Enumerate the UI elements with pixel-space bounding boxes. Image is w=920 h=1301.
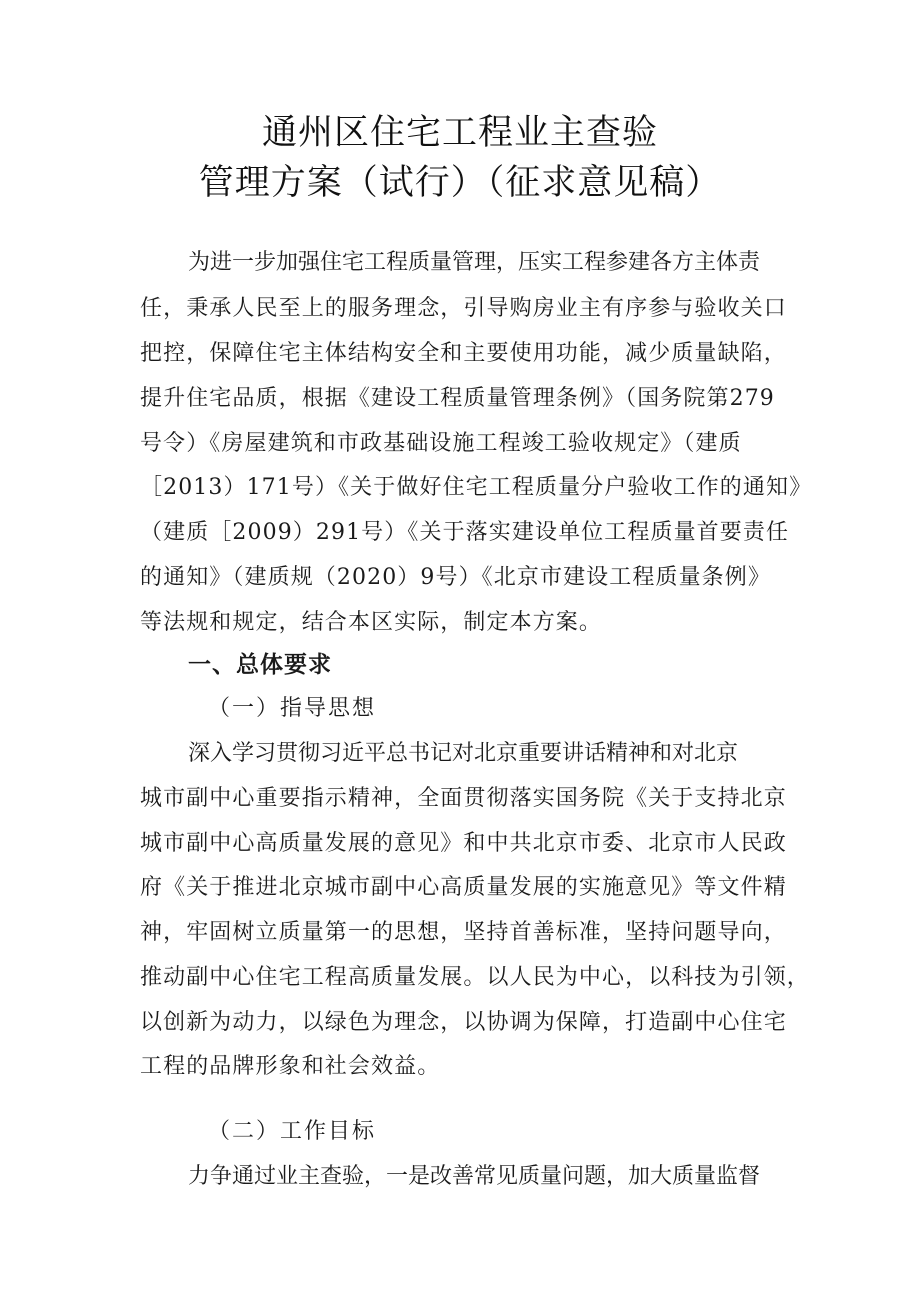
intro-line-3: 把控，保障住宅主体结构安全和主要使用功能，减少质量缺陷， [140, 341, 787, 366]
intro-line-4: 提升住宅品质，根据《建设工程质量管理条例》（国务院第279 [140, 386, 775, 411]
intro-line-7: （建质［2009）291号）《关于落实建设单位工程质量首要责任 [140, 520, 790, 545]
ideology-line-3: 城市副中心高质量发展的意见》和中共北京市委、北京市人民政 [140, 831, 787, 856]
intro-line-8: 的通知》（建质规（2020）9号）《北京市建设工程质量条例》 [140, 565, 771, 590]
ideology-line-8: 工程的品牌形象和社会效益。 [140, 1054, 441, 1079]
section-heading-overall-requirements: 一、总体要求 [188, 652, 332, 678]
goals-line-1: 力争通过业主查验，一是改善常见质量问题，加大质量监督 [188, 1164, 761, 1189]
intro-line-5: 号令）《房屋建筑和市政基础设施工程竣工验收规定》（建质 [140, 431, 742, 456]
ideology-line-5: 神，牢固树立质量第一的思想，坚持首善标准，坚持问题导向， [140, 920, 787, 945]
subsection-heading-guiding-ideology: （一）指导思想 [208, 696, 377, 721]
intro-line-2: 任，秉承人民至上的服务理念，引导购房业主有序参与验收关口 [140, 296, 787, 321]
intro-line-1: 为进一步加强住宅工程质量管理，压实工程参建各方主体责 [188, 250, 761, 275]
document-title-line-2: 管理方案（试行）（征求意见稿） [198, 163, 722, 203]
subsection-heading-work-goals: （二）工作目标 [208, 1119, 377, 1144]
intro-line-9: 等法规和规定，结合本区实际，制定本方案。 [140, 610, 603, 635]
ideology-line-6: 推动副中心住宅工程高质量发展。以人民为中心，以科技为引领， [140, 965, 810, 990]
ideology-line-1: 深入学习贯彻习近平总书记对北京重要讲话精神和对北京 [188, 741, 739, 766]
document-title-line-1: 通州区住宅工程业主查验 [261, 113, 658, 153]
ideology-line-4: 府《关于推进北京城市副中心高质量发展的实施意见》等文件精 [140, 875, 787, 900]
ideology-line-7: 以创新为动力，以绿色为理念，以协调为保障，打造副中心住宅 [140, 1010, 787, 1035]
intro-line-6: ［2013）171号）《关于做好住宅工程质量分户验收工作的通知》 [140, 475, 813, 500]
ideology-line-2: 城市副中心重要指示精神，全面贯彻落实国务院《关于支持北京 [140, 786, 787, 811]
